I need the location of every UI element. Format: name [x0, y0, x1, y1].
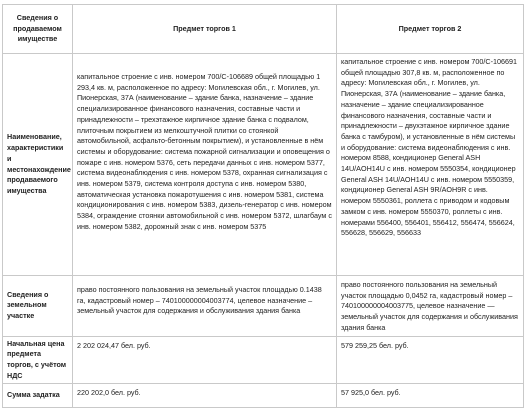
- header-lot-1: Предмет торгов 1: [73, 5, 337, 54]
- auction-lots-table: [2, 4, 524, 408]
- land-lot-1: право постоянного пользования на земельный участок площадью 0.1438 га, кадастровый номер – 740100000004003774, целевое назначение – земельный участок для содержания и обслуживания здания банка: [73, 276, 337, 337]
- table-row-deposit: [3, 384, 524, 408]
- header-property-info: Сведения о продаваемом имуществе: [3, 5, 73, 54]
- row-label-description: Наименование, характеристики и местонахождение продаваемого имущества: [3, 54, 73, 276]
- description-lot-2: капитальное строение с инв. номером 700/С-106691 общей площадью 307,8 кв. м, расположенное по адресу: Могилевская обл., г. Могилев, ул. Пионерская, 37А (наименование – здание банка, назначение – здание специализированное финансового назначения, составные части и принадлежности – двухэтажное кирпичное здание банка с тамбуром), и установленные в нём системы и оборудование: система видеонаблюдения с инв. номером 8588, кондиционер General ASH 14U/AOH14U с инв. номером 5550354, кондиционер General ASH 14U/AOH14U с инв. номером 5550359, кондиционер General ASH 9R/AOH9R с инв. номером 5550361, роллета с приводом и кодовым замком с инв. номером 5550370, роллеты с инв. номерами 556400, 556401, 556412, 556474, 556624, 556628, 556629, 556633: [337, 54, 524, 276]
- price-lot-2: 579 259,25 бел. руб.: [337, 336, 524, 384]
- row-label-deposit: Сумма задатка: [3, 384, 73, 408]
- land-lot-2: право постоянного пользования на земельный участок площадью 0,0452 га, кадастровый номер – 740100000004003775, целевое назначение — земельный участок для содержания и обслуживания здания банка: [337, 276, 524, 337]
- row-label-land: Сведения о земельном участке: [3, 276, 73, 337]
- header-lot-2: Предмет торгов 2: [337, 5, 524, 54]
- price-lot-1: 2 202 024,47 бел. руб.: [73, 336, 337, 384]
- deposit-lot-1: 220 202,0 бел. руб.: [73, 384, 337, 408]
- description-lot-1: капитальное строение с инв. номером 700/С-106689 общей площадью 1 293,4 кв. м, расположенное по адресу: Могилевская обл., г. Могилев, ул. Пионерская, 37А (наименование – здание банка, назначение – здание специализированное финансового назначения, составные части и принадлежности – трехэтажное кирпичное здание банка с подвалом, плиточным покрытием из мелкоштучной плитки со стоянкой автомобильной, асфальто-бетонным покрытием), и установленные в нём системы и оборудование: система пожарной сигнализации и оповещения о пожаре с инв. номером 5376, сеть передачи данных с инв. номером 5377, система видеонаблюдения с инв. номером 5378, охранная сигнализация с инв. номером 5379, система контроля доступа с инв. номером 5380, автоматическая установка пожаротушения с инв. номером 5381, система кондиционирования с инв. номером 5383, дизель-генератор с инв. номером 5384, ограждение стоянки автомобильной с инв. номером 5372, шлагбаум с инв. номером 5382, дорожный знак с инв. номером 5375: [73, 54, 337, 276]
- table-header-row: [3, 5, 524, 54]
- table-row-land: [3, 276, 524, 337]
- table-row-price: [3, 336, 524, 384]
- deposit-lot-2: 57 925,0 бел. руб.: [337, 384, 524, 408]
- table-row-description: [3, 54, 524, 276]
- row-label-price: Начальная цена предмета торгов, с учётом НДС: [3, 336, 73, 384]
